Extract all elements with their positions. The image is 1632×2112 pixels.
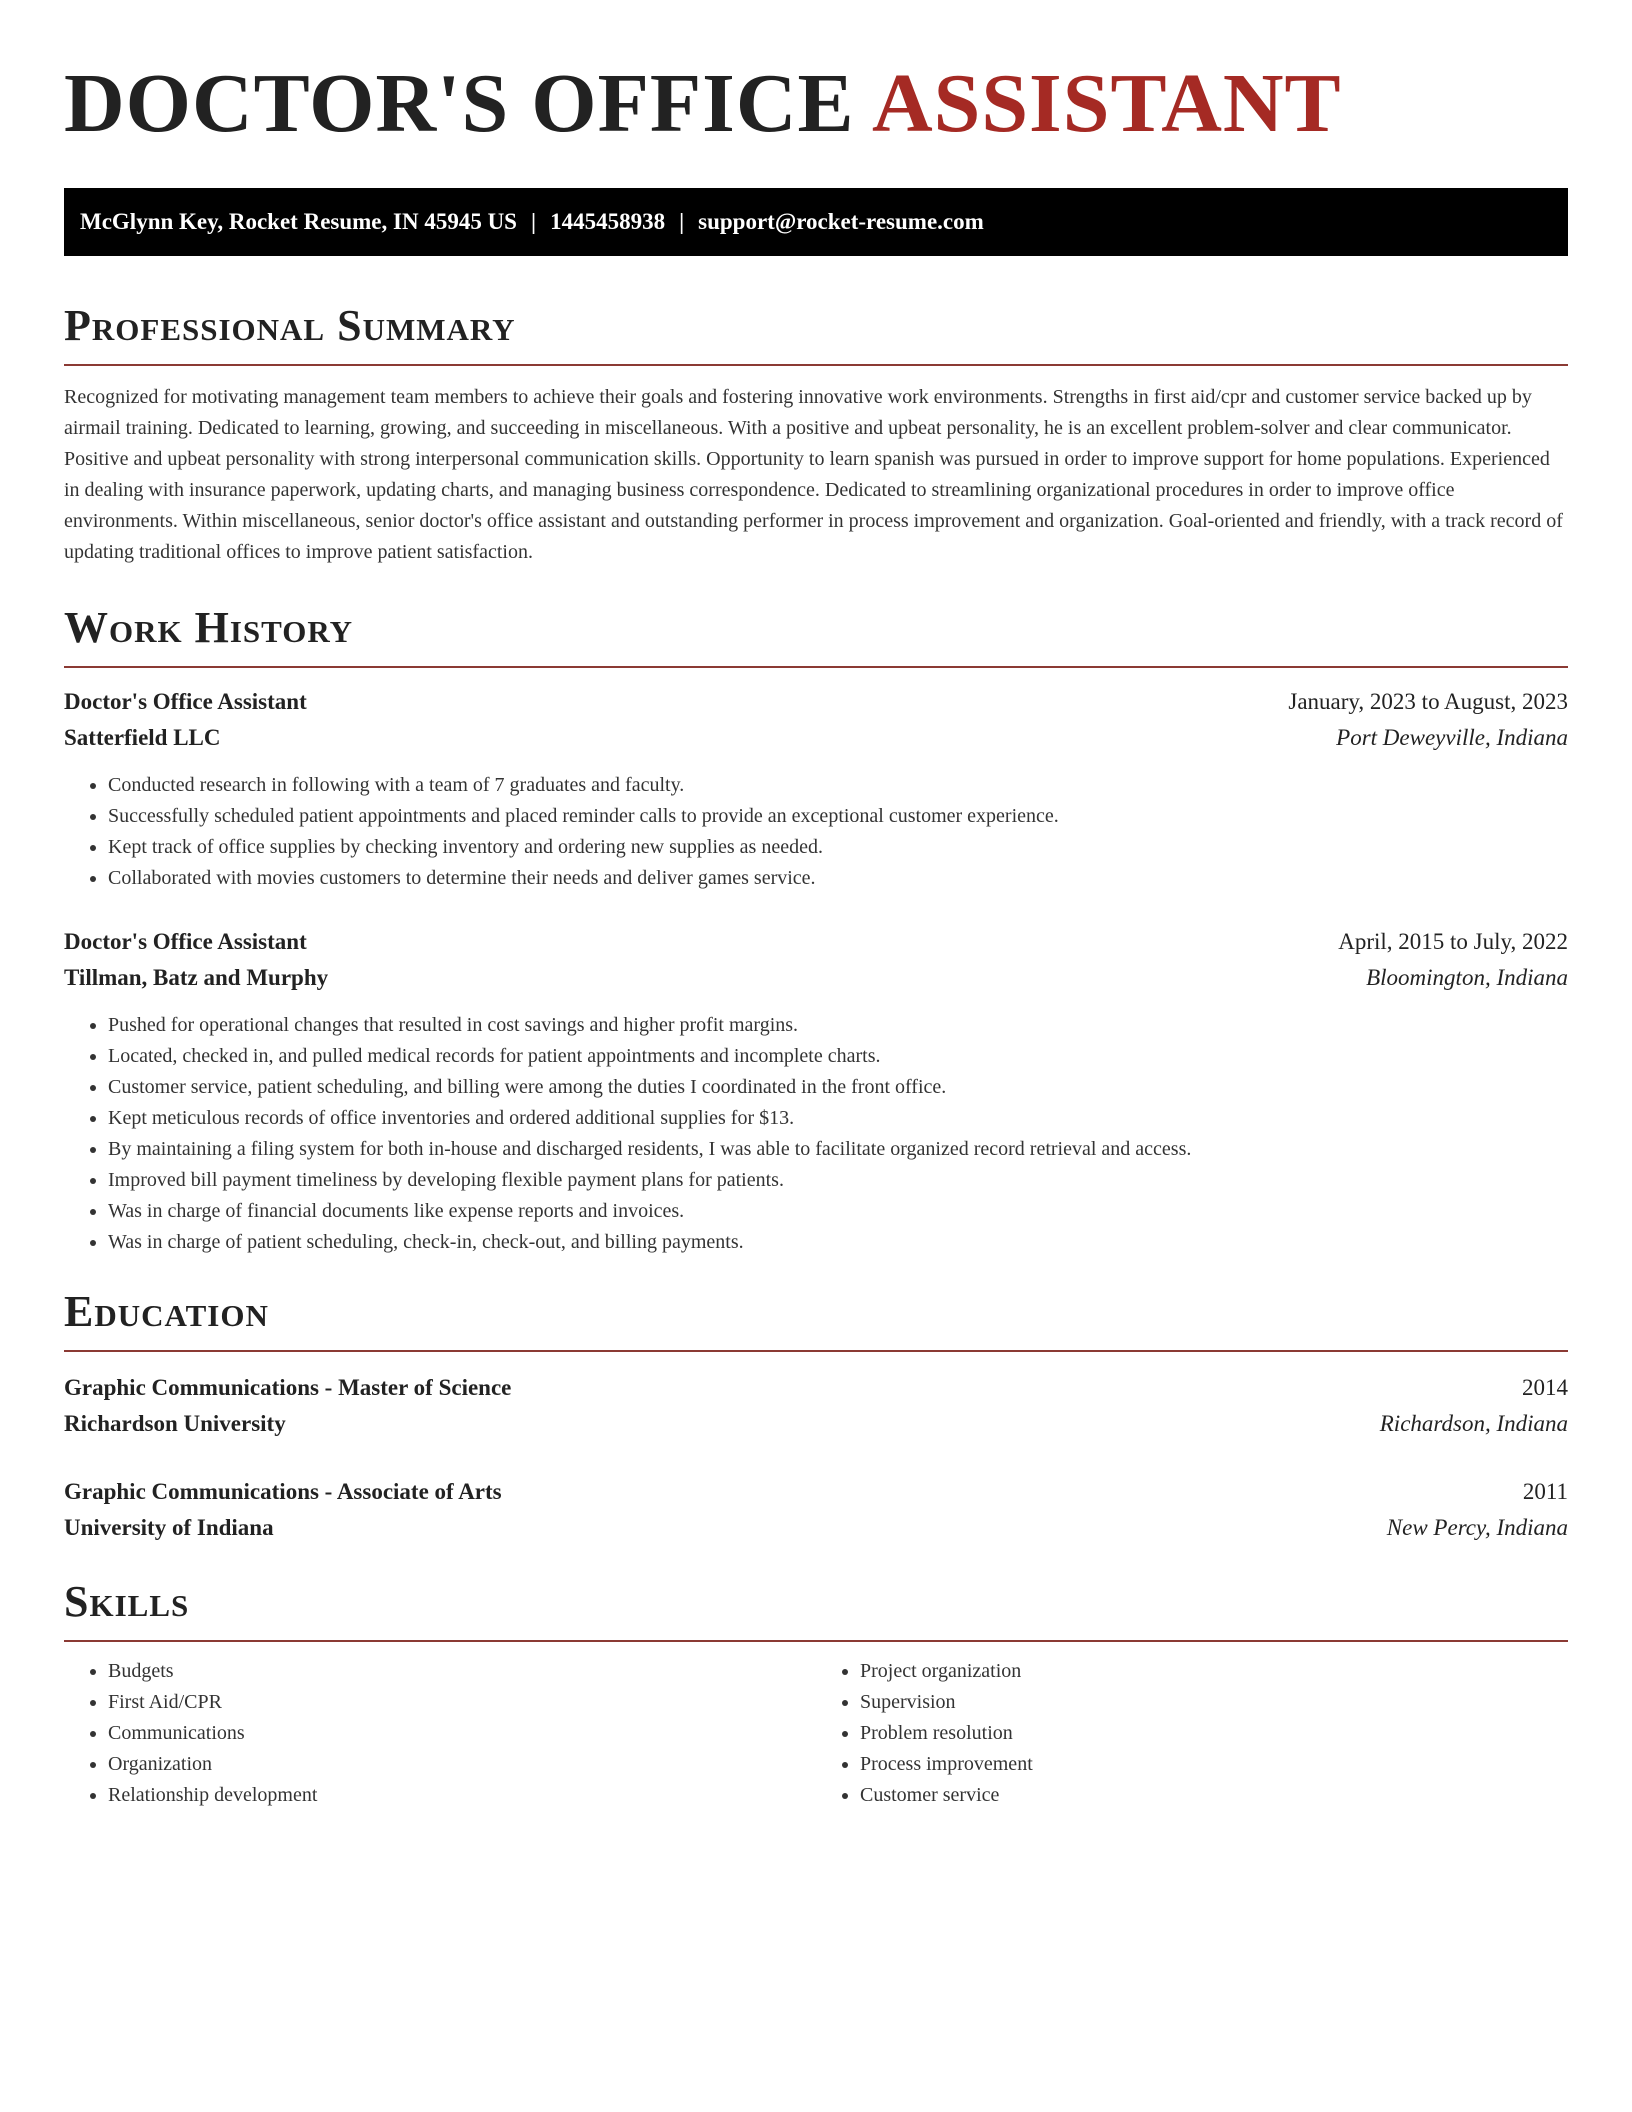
education-location: New Percy, Indiana [1386,1515,1568,1540]
summary-text: Recognized for motivating management team members to achieve their goals and fostering innovative work environments. Strengths in first aid/cpr and customer service backed up by airmail training. Dedicated to learning, growing, and succeeding in miscellaneous. With a positive and upbeat personality, he is an excellent problem-solver and clear communicator. Positive and upbeat personality with strong interpersonal communication skills. Opportunity to learn spanish was pursued in order to improve support for home populations. Experienced in dealing with insurance paperwork, updating charts, and managing business correspondence. Dedicated to streamlining organizational procedures in order to improve office environments. Within miscellaneous, senior doctor's office assistant and outstanding performer in process improvement and organization. Goal-oriented and friendly, with a track record of updating traditional offices to improve patient satisfaction. [64,386,1563,563]
skill-item: • Communications [108,1718,816,1749]
job-bullet: • Improved bill payment timeliness by developing flexible payment plans for patients. [108,1165,1568,1196]
education-year: 2011 [1522,1479,1568,1504]
contact-address: McGlynn Key, Rocket Resume, IN 45945 US [80,209,517,234]
job-bullet: • Successfully scheduled patient appointments and placed reminder calls to provide an exceptional customer experience. [108,801,1568,832]
job-title: Doctor's Office Assistant [64,929,307,954]
skill-item: • Problem resolution [860,1718,1568,1749]
job-entry [64,684,1568,894]
resume-title [64,0,1568,160]
skills-column-right [816,1656,1568,1811]
education-degree: Graphic Communications - Associate of Arts [64,1479,502,1504]
skills-heading: Skills [64,1577,190,1626]
contact-separator: | [530,209,537,234]
job-bullet: • Collaborated with movies customers to determine their needs and deliver games service. [108,863,1568,894]
education-degree: Graphic Communications - Master of Science [64,1375,512,1400]
skill-item: • Process improvement [860,1749,1568,1780]
job-bullets [64,1010,1568,1258]
skill-item: • Project organization [860,1656,1568,1687]
title-accent: ASSISTANT [871,57,1342,150]
contact-phone: 1445458938 [550,209,666,234]
job-bullet: • Was in charge of financial documents like expense reports and invoices. [108,1196,1568,1227]
skills-column-left [64,1656,816,1811]
skills-list [64,1656,1568,1811]
job-company: Tillman, Batz and Murphy [64,965,329,990]
education-location: Richardson, Indiana [1379,1411,1568,1436]
job-title: Doctor's Office Assistant [64,689,307,714]
job-location: Port Deweyville, Indiana [1336,725,1568,750]
work-history-heading: Work History [64,603,354,652]
job-dates: April, 2015 to July, 2022 [1338,929,1568,954]
skill-item: • First Aid/CPR [108,1687,816,1718]
summary-heading: Professional Summary [64,301,516,350]
job-location: Bloomington, Indiana [1366,965,1568,990]
skill-item: • Customer service [860,1780,1568,1811]
section-divider [64,666,1568,668]
skill-item: • Relationship development [108,1780,816,1811]
skill-item: • Budgets [108,1656,816,1687]
job-bullet: • Customer service, patient scheduling, and billing were among the duties I coordinated in the front office. [108,1072,1568,1103]
job-bullet: • Pushed for operational changes that resulted in cost savings and higher profit margins. [108,1010,1568,1041]
education-school: Richardson University [64,1411,286,1436]
skill-item: • Organization [108,1749,816,1780]
title-main: DOCTOR'S OFFICE [64,57,872,150]
job-bullet: • Conducted research in following with a team of 7 graduates and faculty. [108,770,1568,801]
contact-separator: | [679,209,685,234]
section-divider [64,364,1568,366]
section-divider [64,1640,1568,1642]
education-school: University of Indiana [64,1515,274,1540]
education-entry [64,1370,1568,1442]
education-year: 2014 [1522,1375,1568,1400]
contact-email: support@rocket-resume.com [698,209,984,234]
education-heading: Education [64,1287,269,1336]
job-entry [64,924,1568,1258]
job-bullets [64,770,1568,894]
job-company: Satterfield LLC [64,725,221,750]
section-divider [64,1350,1568,1352]
contact-bar [64,188,1568,256]
job-bullet: • By maintaining a filing system for both in-house and discharged residents, I was able to facilitate organized record retrieval and access. [108,1134,1568,1165]
job-bullet: • Kept meticulous records of office inventories and ordered additional supplies for $13. [108,1103,1568,1134]
job-bullet: • Located, checked in, and pulled medical records for patient appointments and incomplete charts. [108,1041,1568,1072]
job-bullet: • Kept track of office supplies by checking inventory and ordering new supplies as needed. [108,832,1568,863]
job-dates: January, 2023 to August, 2023 [1288,689,1568,714]
job-bullet: • Was in charge of patient scheduling, check-in, check-out, and billing payments. [108,1227,1568,1258]
skill-item: • Supervision [860,1687,1568,1718]
education-entry [64,1474,1568,1546]
